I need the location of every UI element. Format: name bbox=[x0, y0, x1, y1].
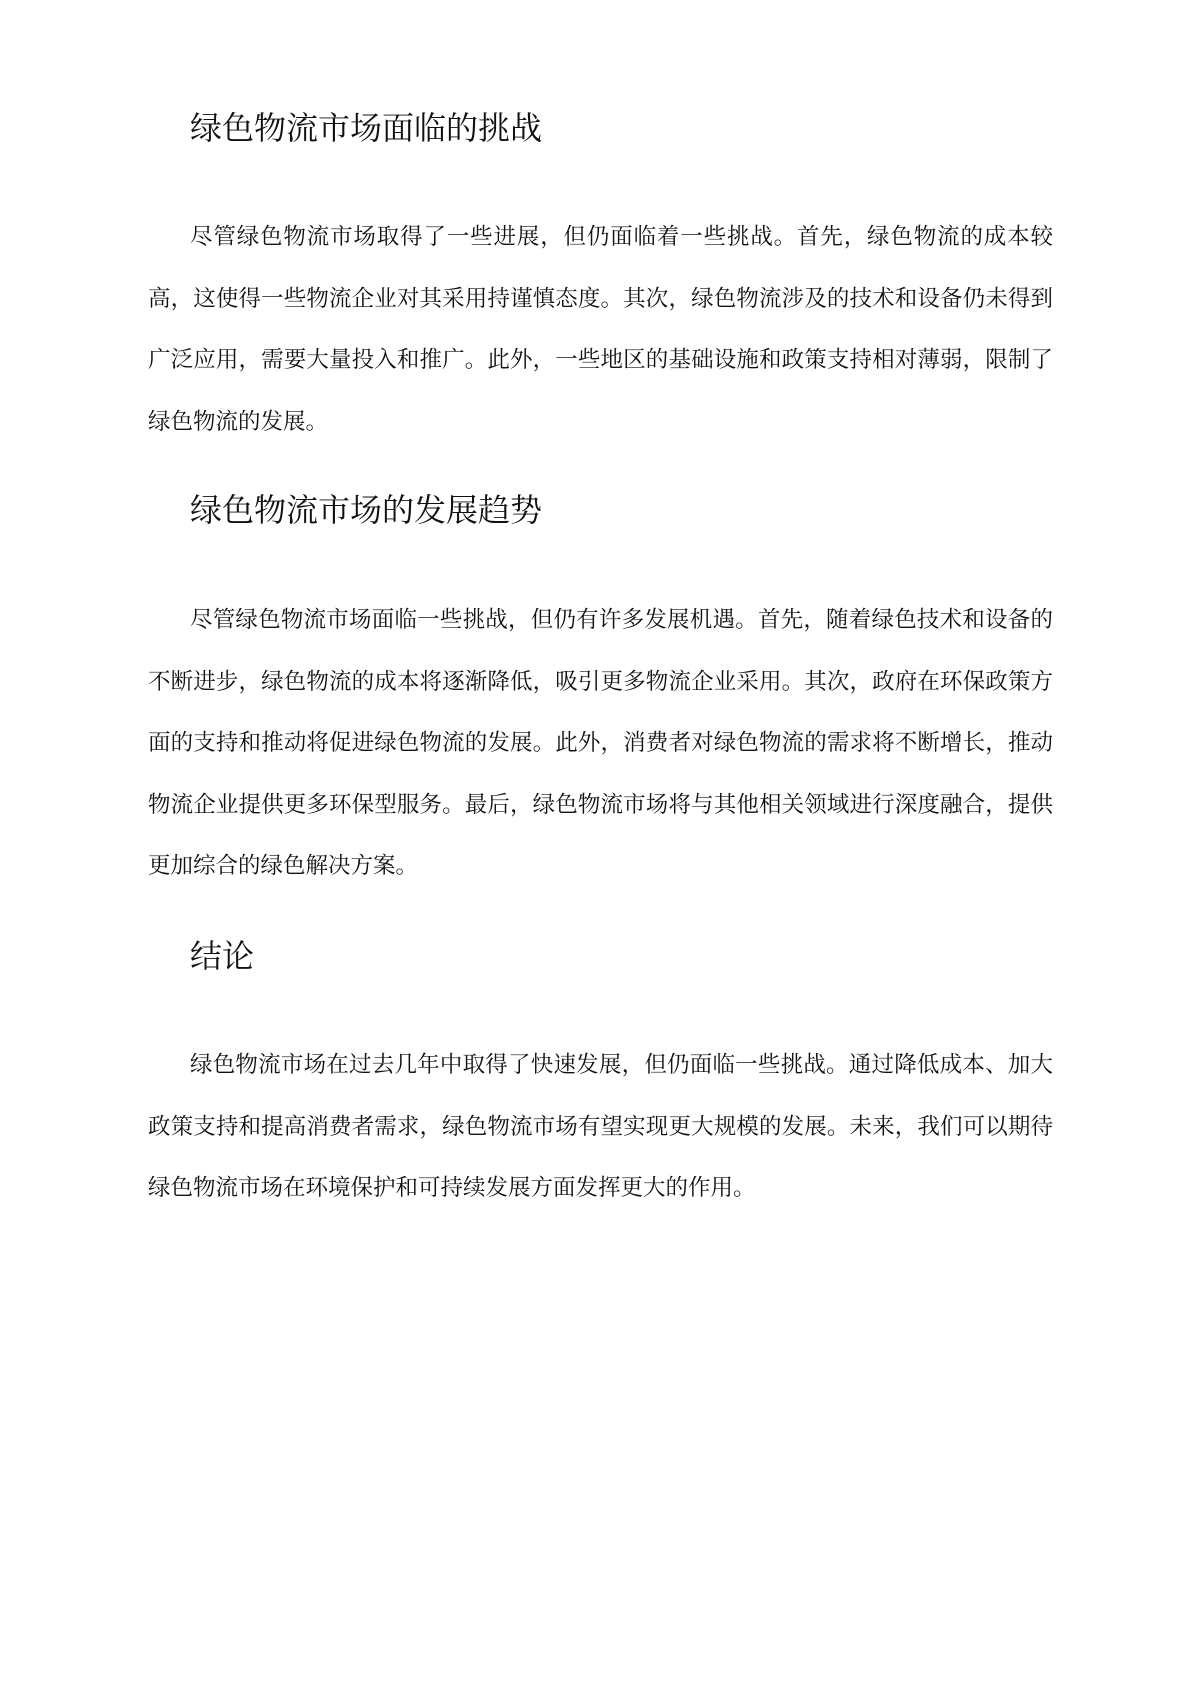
section-body-conclusion: 绿色物流市场在过去几年中取得了快速发展，但仍面临一些挑战。通过降低成本、加大政策支持和提高消费者需求，绿色物流市场有望实现更大规模的发展。未来，我们可以期待绿色物流市场在环境保护和可持续发展方面发挥更大的作用。 bbox=[148, 1052, 1053, 1201]
section-heading-conclusion: 结论 bbox=[190, 937, 255, 975]
section-body-challenges: 尽管绿色物流市场取得了一些进展，但仍面临着一些挑战。首先，绿色物流的成本较高，这使得一些物流企业对其采用持谨慎态度。其次，绿色物流涉及的技术和设备仍未得到广泛应用，需要大量投入和推广。此外，一些地区的基础设施和政策支持相对薄弱，限制了绿色物流的发展。 bbox=[148, 224, 1053, 435]
section-heading-challenges: 绿色物流市场面临的挑战 bbox=[190, 109, 543, 147]
section-body-trends: 尽管绿色物流市场面临一些挑战，但仍有许多发展机遇。首先，随着绿色技术和设备的不断进步，绿色物流的成本将逐渐降低，吸引更多物流企业采用。其次，政府在环保政策方面的支持和推动将促进绿色物流的发展。此外，消费者对绿色物流的需求将不断增长，推动物流企业提供更多环保型服务。最后，绿色物流市场将与其他相关领域进行深度融合，提供更加综合的绿色解决方案。 bbox=[148, 607, 1053, 879]
section-heading-trends: 绿色物流市场的发展趋势 bbox=[190, 491, 543, 529]
